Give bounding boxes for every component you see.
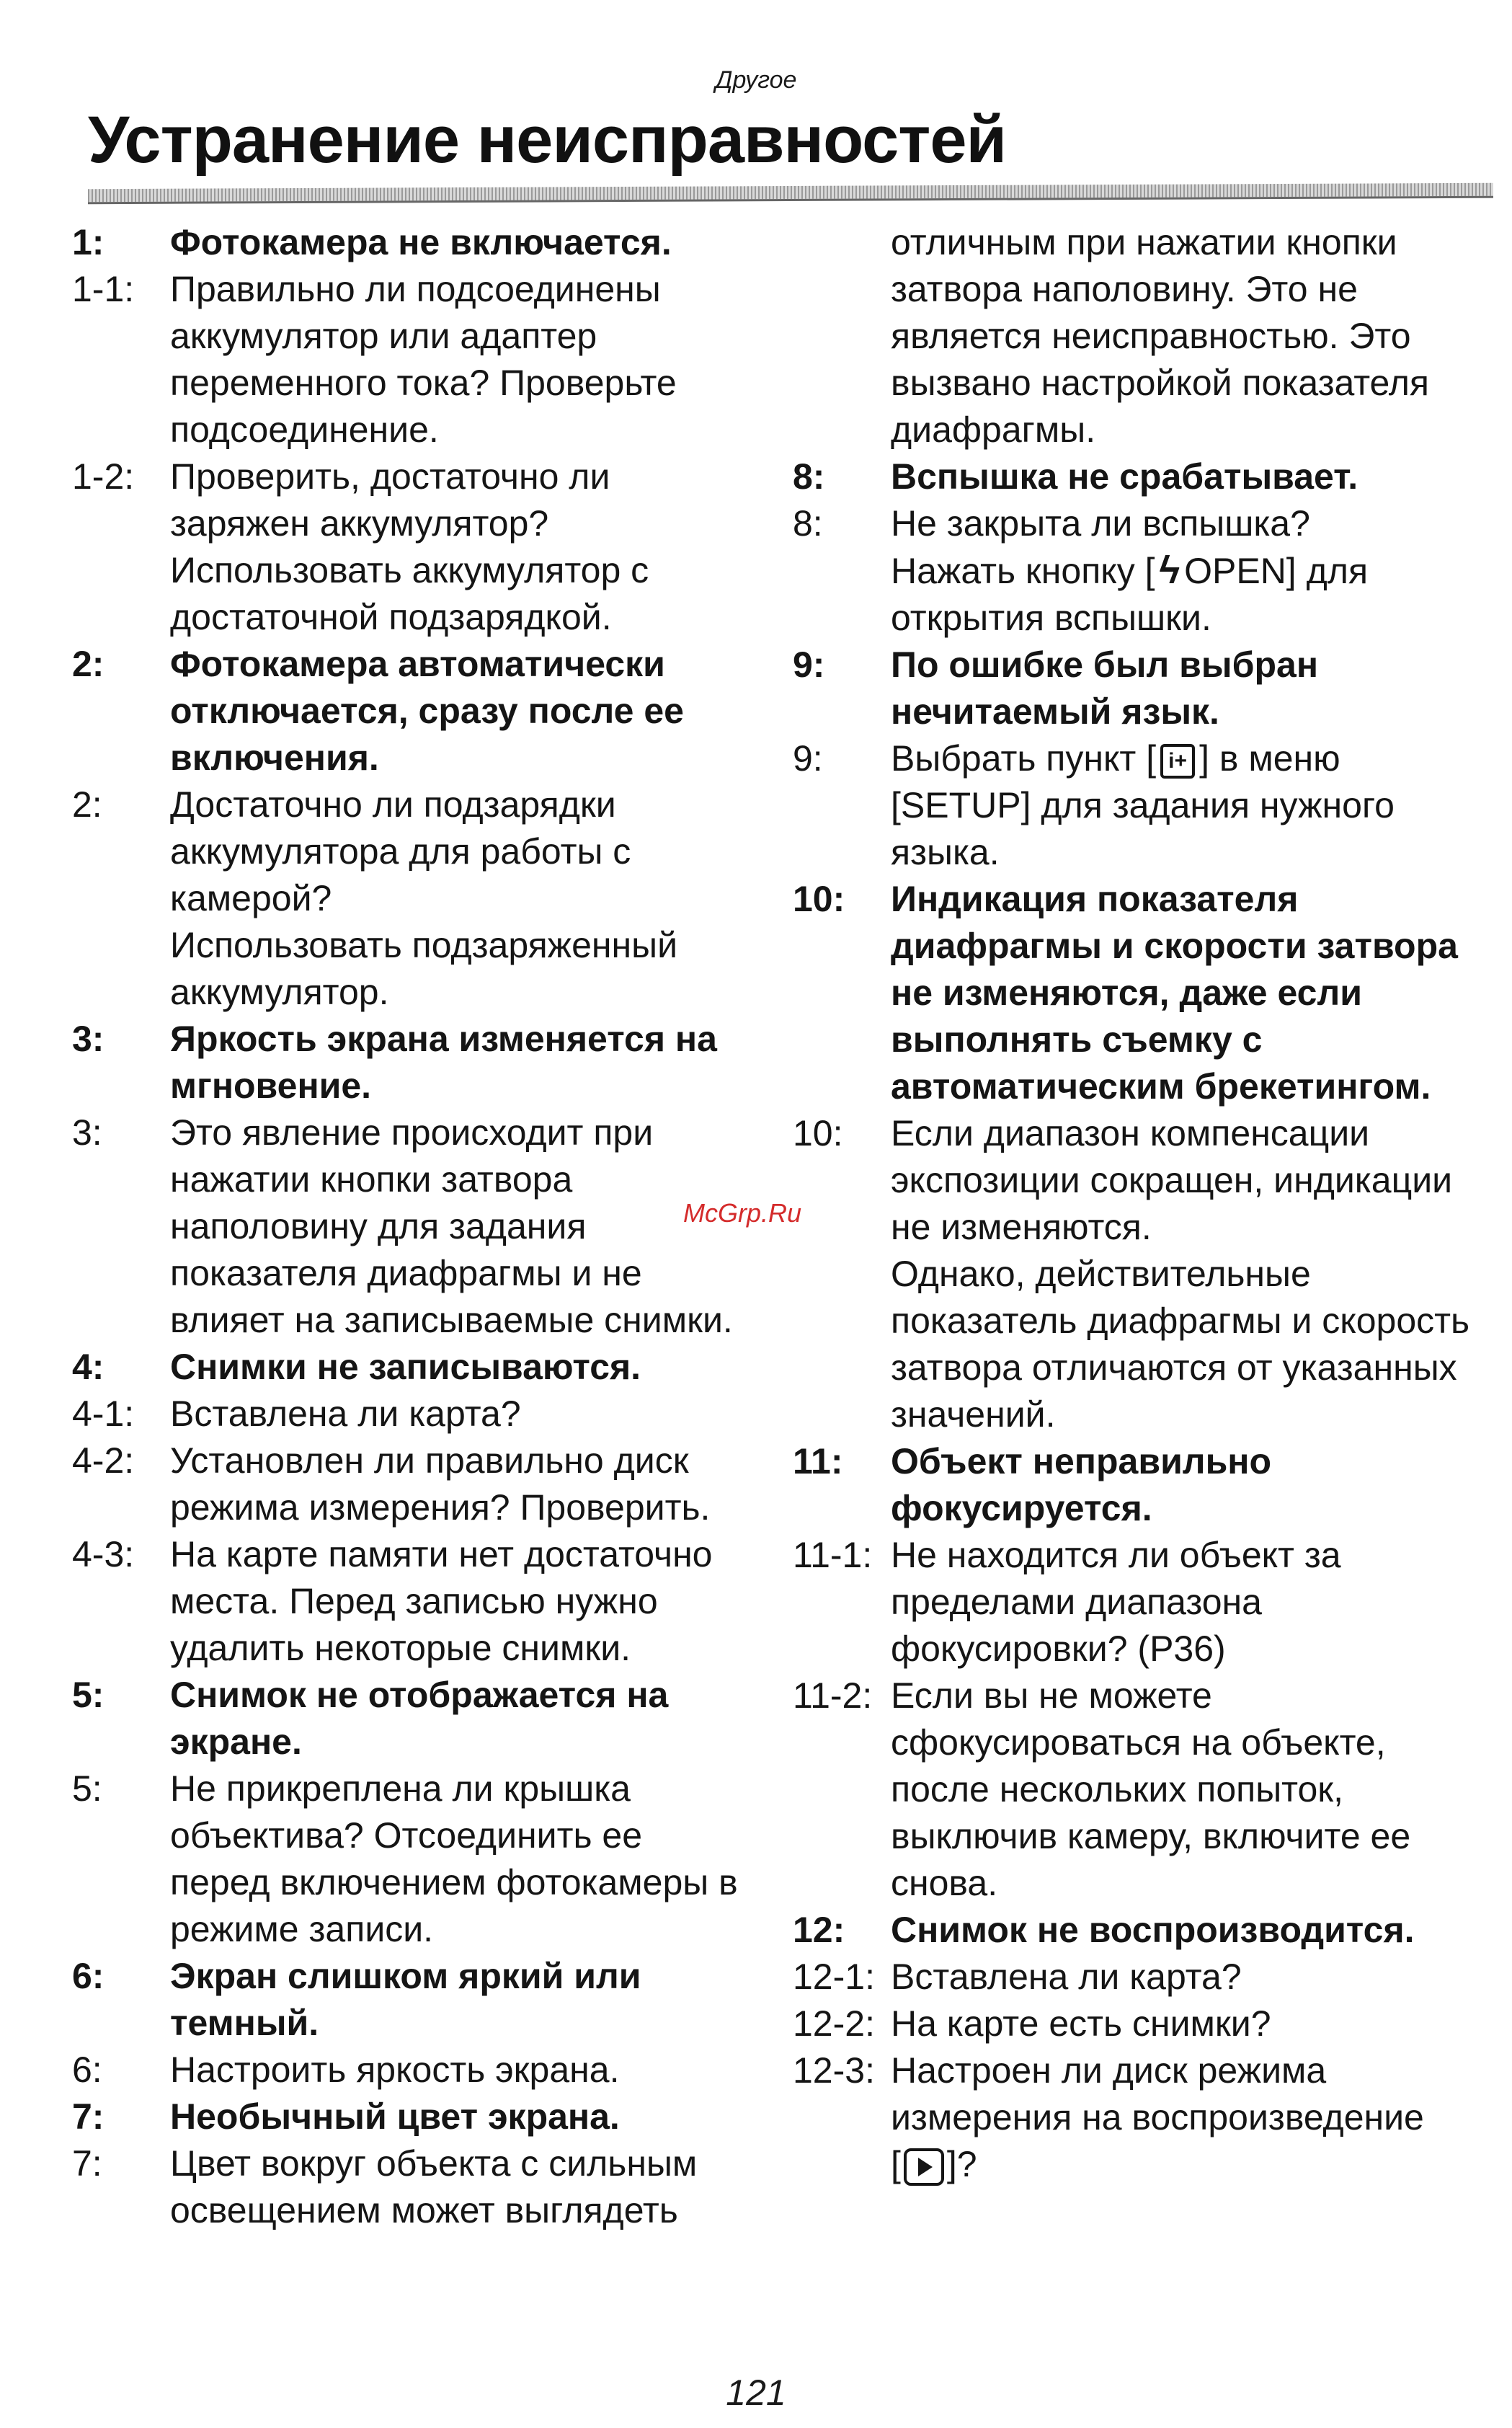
answer-number: 1-2:: [72, 456, 135, 497]
answer-text: На карте есть снимки?: [891, 2003, 1271, 2044]
answer-10: [793, 1110, 1485, 1251]
question-8: [793, 453, 1485, 500]
question-number: 5:: [72, 1675, 104, 1715]
answer-text: Если диапазон компенсации экспозиции сокращен, индикации не изменяются.: [891, 1113, 1453, 1247]
question-10: [793, 876, 1485, 1110]
answer-text: Не прикреплена ли крышка объектива? Отсоединить ее перед включением фотокамеры в режиме записи.: [170, 1768, 738, 1949]
question-number: 11:: [793, 1441, 843, 1481]
question-number: 7:: [72, 2096, 104, 2137]
playback-icon: [904, 2148, 944, 2186]
question-item: [72, 1672, 750, 1765]
question-item: [72, 1016, 750, 1109]
question-item: [72, 1344, 750, 1391]
continued-text: отличным при нажатии кнопки затвора наполовину. Это не является неисправностью. Это вызвано настройкой показателя диафрагмы.: [891, 222, 1429, 450]
answer-12-2: [793, 2001, 1485, 2047]
page-title: Устранение неисправностей: [88, 103, 1007, 177]
question-text: Снимок не воспроизводится.: [891, 1910, 1415, 1950]
answer-10-continuation: Однако, действительные показатель диафрагмы и скорость затвора отличаются от указанных значений.: [891, 1254, 1470, 1435]
section-label: Другое: [715, 66, 797, 94]
answer-text: На карте памяти нет достаточно места. Перед записью нужно удалить некоторые снимки.: [170, 1534, 713, 1668]
question-item: [72, 2094, 750, 2140]
answer-item: [72, 2140, 750, 2234]
question-text: По ошибке был выбран нечитаемый язык.: [891, 644, 1319, 732]
answer-number: 4-1:: [72, 1394, 135, 1434]
answer-text: Установлен ли правильно диск режима измерения? Проверить.: [170, 1440, 711, 1528]
answer-number: 4-3:: [72, 1534, 135, 1574]
page-number: 121: [726, 2372, 786, 2413]
question-number: 1:: [72, 222, 104, 262]
answer-8: [793, 500, 1485, 642]
question-item: [72, 1953, 750, 2047]
answer-number: 7:: [72, 2143, 102, 2184]
answer-line: Настроен ли диск режима измерения на воспроизведение: [891, 2050, 1424, 2137]
answer-11-1: [793, 1532, 1485, 1672]
answer-item: [72, 1437, 750, 1531]
bracket-open: [: [891, 2144, 901, 2184]
question-number: 12:: [793, 1910, 845, 1950]
answer-number: 6:: [72, 2050, 102, 2090]
answer-item: [72, 1391, 750, 1437]
answer-text: [891, 2047, 1485, 2188]
question-number: 8:: [793, 456, 825, 497]
answer-number: 5:: [72, 1768, 102, 1809]
question-number: 2:: [72, 644, 104, 684]
answer-line-post: OPEN] для открытия вспышки.: [891, 551, 1369, 638]
question-text: Вспышка не срабатывает.: [891, 456, 1358, 497]
answer-text: Достаточно ли подзарядки аккумулятора для работы с камерой?: [170, 784, 631, 918]
answer-9: [793, 735, 1485, 876]
answer-number: 12-1:: [793, 1957, 875, 1997]
answer-text: Вставлена ли карта?: [891, 1957, 1242, 1997]
answer-pre: Выбрать пункт [: [891, 738, 1157, 779]
question-text: Экран слишком яркий или темный.: [170, 1956, 641, 2043]
answer-number: 12-2:: [793, 2003, 875, 2044]
answer-number: 4-2:: [72, 1440, 135, 1481]
answer-item: [72, 1109, 750, 1344]
left-column: [72, 219, 750, 2234]
question-text: Снимки не записываются.: [170, 1347, 641, 1387]
answer-number: 11-1:: [793, 1535, 873, 1575]
answer-text: Правильно ли подсоединены аккумулятор или адаптер переменного тока? Проверьте подсоединение.: [170, 269, 677, 450]
answer-text: Настроить яркость экрана.: [170, 2050, 620, 2090]
flash-icon: ϟ: [1159, 549, 1180, 592]
answer-number: 2:: [72, 784, 102, 825]
answer-line: Не закрыта ли вспышка?: [891, 503, 1310, 544]
answer-text: Если вы не можете сфокусироваться на объекте, после нескольких попыток, выключив камеру, включите ее снова.: [891, 1675, 1411, 1903]
answer-item: [72, 2047, 750, 2094]
title-rule: [88, 183, 1493, 205]
question-number: 9:: [793, 644, 825, 685]
question-text: Фотокамера автоматически отключается, сразу после ее включения.: [170, 644, 684, 778]
right-column: [793, 219, 1485, 2188]
question-item: [72, 641, 750, 781]
answer-number: 8:: [793, 503, 823, 544]
answer-number: 9:: [793, 738, 823, 779]
answer-item: [72, 781, 750, 922]
question-number: 3:: [72, 1019, 104, 1059]
question-text: Необычный цвет экрана.: [170, 2096, 620, 2137]
answer-number: 12-3:: [793, 2050, 875, 2091]
answer-12-1: [793, 1954, 1485, 2001]
answer-number: 3:: [72, 1112, 102, 1153]
question-number: 6:: [72, 1956, 104, 1996]
answer-number: 11-2:: [793, 1675, 873, 1716]
answer-text: Это явление происходит при нажатии кнопки затвора наполовину для задания показателя диафрагмы и не влияет на записываемые снимки.: [170, 1112, 733, 1340]
question-text: Яркость экрана изменяется на мгновение.: [170, 1019, 717, 1106]
question-9: [793, 642, 1485, 735]
answer-number: 1-1:: [72, 269, 135, 309]
answer-11-2: [793, 1672, 1485, 1907]
question-11: [793, 1438, 1485, 1532]
question-number: 4:: [72, 1347, 104, 1387]
answer-item: [72, 453, 750, 641]
answer-text: [891, 500, 1485, 642]
watermark: McGrp.Ru: [683, 1198, 802, 1228]
answer-12-3: [793, 2047, 1485, 2188]
answer-line-pre: Нажать кнопку [: [891, 551, 1155, 591]
question-item: [72, 219, 750, 266]
question-12: [793, 1907, 1485, 1954]
question-text: Объект неправильно фокусируется.: [891, 1441, 1272, 1528]
question-number: 10:: [793, 879, 845, 919]
question-text: Индикация показателя диафрагмы и скорости затвора не изменяются, даже если выполнять съемку с автоматическим брекетингом.: [891, 879, 1458, 1107]
answer-post: ] в меню [SETUP] для задания нужного языка.: [891, 738, 1395, 872]
question-text: Снимок не отображается на экране.: [170, 1675, 669, 1762]
bracket-close: ]?: [946, 2144, 977, 2184]
answer-text: [891, 735, 1485, 876]
answer-continuation: Использовать подзаряженный аккумулятор.: [170, 925, 678, 1012]
answer-number: 10:: [793, 1113, 843, 1153]
answer-text: Проверить, достаточно ли заряжен аккумулятор? Использовать аккумулятор с достаточной подзарядкой.: [170, 456, 649, 637]
answer-item: [72, 1765, 750, 1953]
answer-item: [72, 266, 750, 453]
language-menu-icon: i+: [1160, 744, 1195, 779]
answer-text: Не находится ли объект за пределами диапазона фокусировки? (P36): [891, 1535, 1341, 1669]
question-text: Фотокамера не включается.: [170, 222, 672, 262]
answer-item: [72, 1531, 750, 1672]
answer-text: Вставлена ли карта?: [170, 1394, 521, 1434]
answer-text: Цвет вокруг объекта с сильным освещением может выглядеть: [170, 2143, 698, 2230]
